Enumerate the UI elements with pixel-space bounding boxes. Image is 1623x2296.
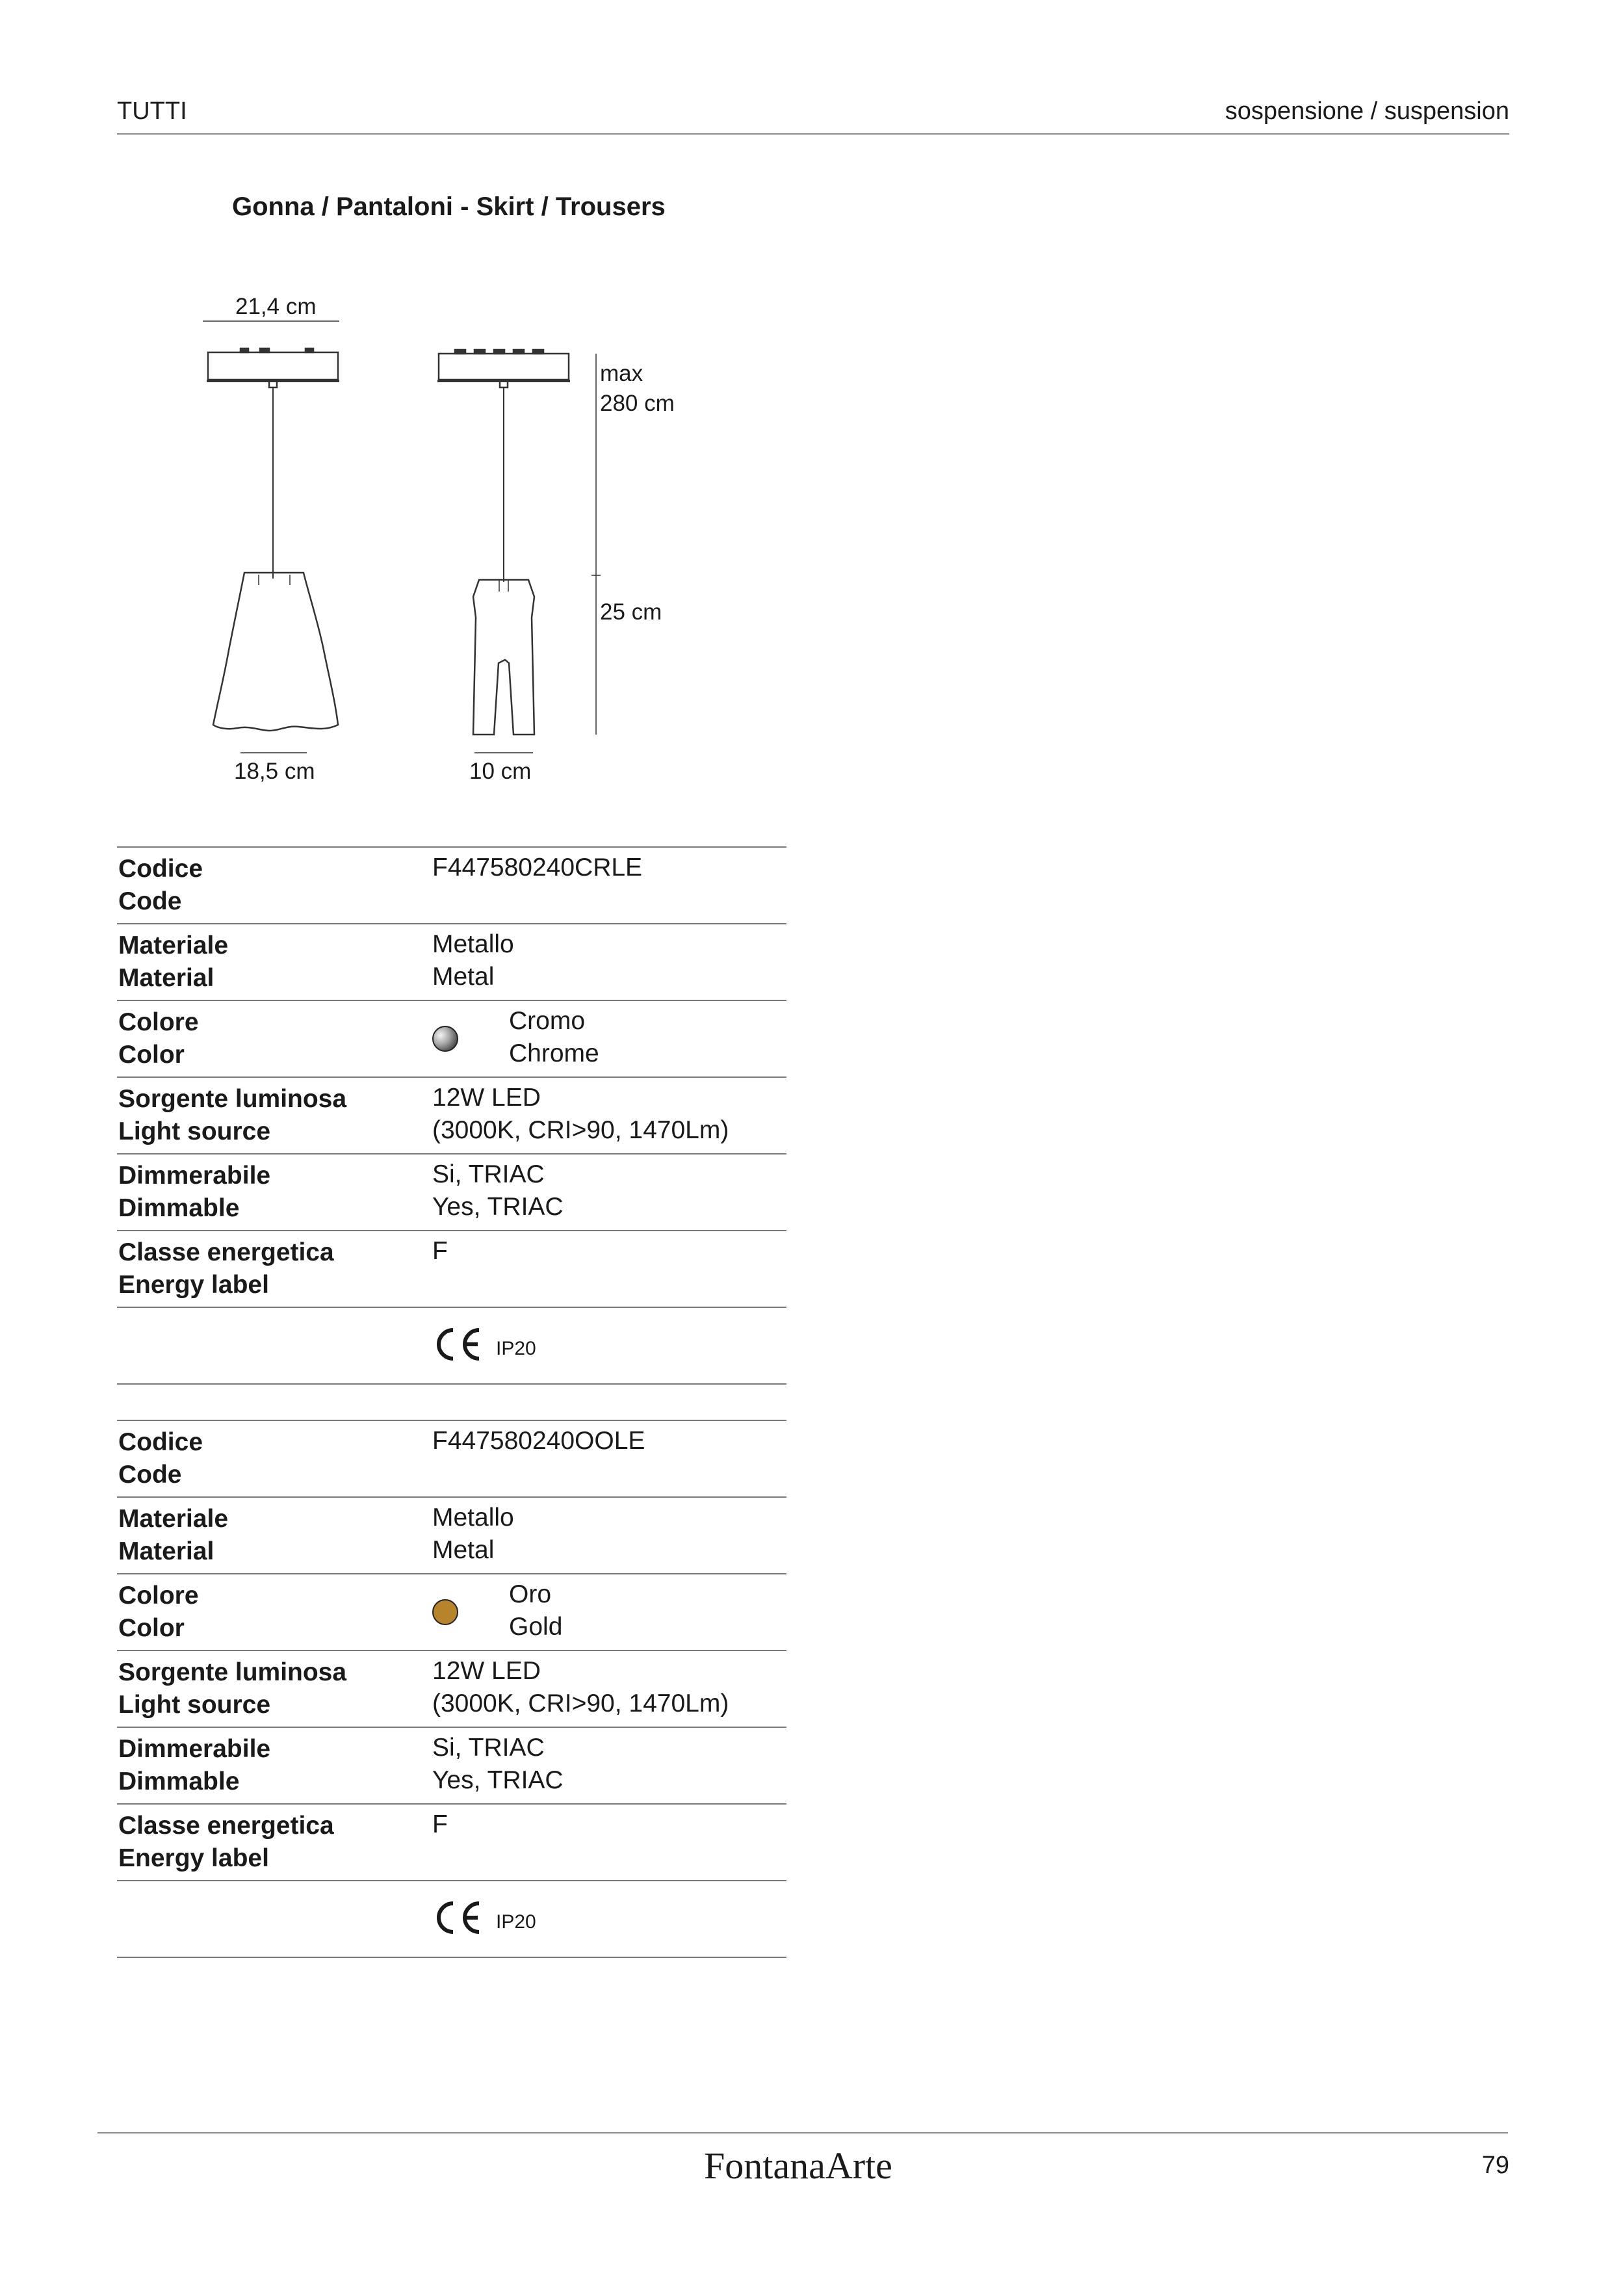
dim-max-label: max — [600, 361, 643, 386]
ip-rating: IP20 — [496, 1911, 536, 1933]
spec-row-code — [117, 846, 786, 923]
footer-divider — [97, 2132, 1508, 2133]
label-code-en: Code — [118, 887, 182, 915]
page-number: 79 — [1481, 2152, 1509, 2179]
spec-table-gold — [117, 1420, 786, 1958]
header-divider — [117, 133, 1509, 135]
label-energy-it: Classe energetica — [118, 1812, 334, 1840]
label-source-en: Light source — [118, 1691, 271, 1719]
value-code: F447580240CRLE — [432, 854, 643, 881]
skirt-shade — [213, 573, 338, 731]
label-color-en: Color — [118, 1614, 185, 1642]
value-material-en: Metal — [432, 963, 495, 991]
spec-row-color — [117, 1573, 786, 1650]
value-material-it: Metallo — [432, 1504, 514, 1532]
category-label: sospensione / suspension — [1225, 98, 1509, 125]
value-color-en: Chrome — [509, 1039, 599, 1067]
ce-mark-icon — [432, 1326, 483, 1363]
value-dimmable-en: Yes, TRIAC — [432, 1766, 564, 1794]
label-color-it: Colore — [118, 1582, 199, 1610]
value-material-en: Metal — [432, 1536, 495, 1564]
value-material-it: Metallo — [432, 930, 514, 958]
label-source-it: Sorgente luminosa — [118, 1658, 347, 1686]
section-label: TUTTI — [117, 98, 187, 125]
chrome-swatch-icon — [432, 1026, 458, 1052]
spec-row-material — [117, 923, 786, 1000]
label-material-it: Materiale — [118, 932, 229, 959]
label-source-en: Light source — [118, 1117, 271, 1145]
gold-swatch-icon — [432, 1599, 458, 1625]
dim-max-value: 280 cm — [600, 391, 675, 416]
skirt-canopy — [208, 352, 338, 380]
value-dimmable-it: Si, TRIAC — [432, 1160, 545, 1188]
value-color-en: Gold — [509, 1613, 563, 1641]
spec-row-dimmable — [117, 1727, 786, 1803]
value-energy: F — [432, 1237, 448, 1265]
value-source-line2: (3000K, CRI>90, 1470Lm) — [432, 1689, 729, 1717]
value-color-it: Cromo — [509, 1007, 586, 1035]
label-energy-en: Energy label — [118, 1271, 269, 1299]
spec-row-certification — [117, 1307, 786, 1385]
label-dimmable-en: Dimmable — [118, 1768, 240, 1795]
spec-table-chrome — [117, 846, 786, 1385]
spec-row-light-source — [117, 1650, 786, 1727]
label-material-en: Material — [118, 1537, 214, 1565]
label-material-it: Materiale — [118, 1505, 229, 1533]
spec-row-light-source — [117, 1076, 786, 1153]
value-dimmable-en: Yes, TRIAC — [432, 1193, 564, 1221]
product-title: Gonna / Pantaloni - Skirt / Trousers — [232, 192, 666, 221]
ip-rating: IP20 — [496, 1338, 536, 1359]
label-color-en: Color — [118, 1041, 185, 1069]
spec-row-certification — [117, 1880, 786, 1958]
trousers-canopy — [439, 354, 569, 380]
spec-row-dimmable — [117, 1153, 786, 1230]
dim-shade-height: 25 cm — [600, 599, 662, 625]
dim-skirt-width: 18,5 cm — [234, 759, 315, 784]
value-source-line2: (3000K, CRI>90, 1470Lm) — [432, 1116, 729, 1144]
value-energy: F — [432, 1810, 448, 1838]
label-code-it: Codice — [118, 855, 203, 883]
value-source-line1: 12W LED — [432, 1084, 541, 1112]
label-color-it: Colore — [118, 1008, 199, 1036]
ce-mark-icon — [432, 1899, 483, 1936]
value-dimmable-it: Si, TRIAC — [432, 1734, 545, 1762]
dim-width-top: 21,4 cm — [235, 294, 317, 319]
label-dimmable-it: Dimmerabile — [118, 1735, 271, 1763]
label-code-en: Code — [118, 1461, 182, 1489]
label-energy-en: Energy label — [118, 1844, 269, 1872]
value-color-it: Oro — [509, 1580, 552, 1608]
label-energy-it: Classe energetica — [118, 1238, 334, 1266]
technical-drawing — [188, 286, 708, 793]
label-material-en: Material — [118, 964, 214, 992]
trousers-shade — [473, 580, 534, 735]
spec-row-color — [117, 1000, 786, 1076]
label-source-it: Sorgente luminosa — [118, 1085, 347, 1113]
value-code: F447580240OOLE — [432, 1427, 645, 1455]
spec-row-energy — [117, 1230, 786, 1307]
spec-row-material — [117, 1496, 786, 1573]
brand-logo: FontanaArte — [704, 2145, 892, 2187]
dim-trousers-width: 10 cm — [469, 759, 532, 784]
spec-row-energy — [117, 1803, 786, 1880]
label-dimmable-en: Dimmable — [118, 1194, 240, 1222]
label-code-it: Codice — [118, 1428, 203, 1456]
spec-row-code — [117, 1420, 786, 1496]
value-source-line1: 12W LED — [432, 1657, 541, 1685]
label-dimmable-it: Dimmerabile — [118, 1162, 271, 1190]
